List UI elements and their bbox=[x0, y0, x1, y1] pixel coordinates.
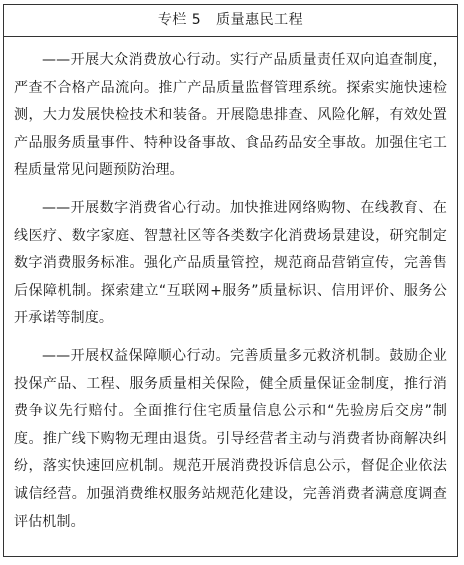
paragraph-rights-protection: ——开展权益保障顺心行动。完善质量多元救济机制。鼓励企业投保产品、工程、服务质量相关保险，健全质量保证金制度，推行消费争议先行赔付。全面推行住宅质量信息公示和“先验房后交房”制度。推广线下购物无理由退货。引导经营者主动与消费者协商解决纠纷，落实快速回应机制。规范开展消费投诉信息公示，督促企业依法诚信经营。加强消费维权服务站规范化建设，完善消费者满意度调查评估机制。 bbox=[14, 347, 447, 530]
column-number: 专栏 5 bbox=[157, 12, 202, 28]
paragraph-digital-consumption: ——开展数字消费省心行动。加快推进网络购物、在线教育、在线医疗、数字家庭、智慧社区等各类数字化消费场景建设，研究制定数字消费服务标准。强化产品质量管控，规范商品营销宣传，完善售后保障机制。探索建立“互联网+服务”质量标识、信用评价、服务公开承诺等制度。 bbox=[14, 199, 447, 327]
column-body bbox=[4, 37, 457, 536]
column-heading: 质量惠民工程 bbox=[216, 12, 304, 28]
column-box bbox=[3, 4, 458, 557]
column-title bbox=[4, 5, 457, 37]
paragraph-consumption-assurance: ——开展大众消费放心行动。实行产品质量责任双向追查制度，严查不合格产品流向。推广产品质量监督管理系统。探索实施快速检测，大力发展快检技术和装备。开展隐患排查、风险化解，有效处置产品服务质量事件、特种设备事故、食品药品安全事故。加强住宅工程质量常见问题预防治理。 bbox=[14, 52, 447, 179]
